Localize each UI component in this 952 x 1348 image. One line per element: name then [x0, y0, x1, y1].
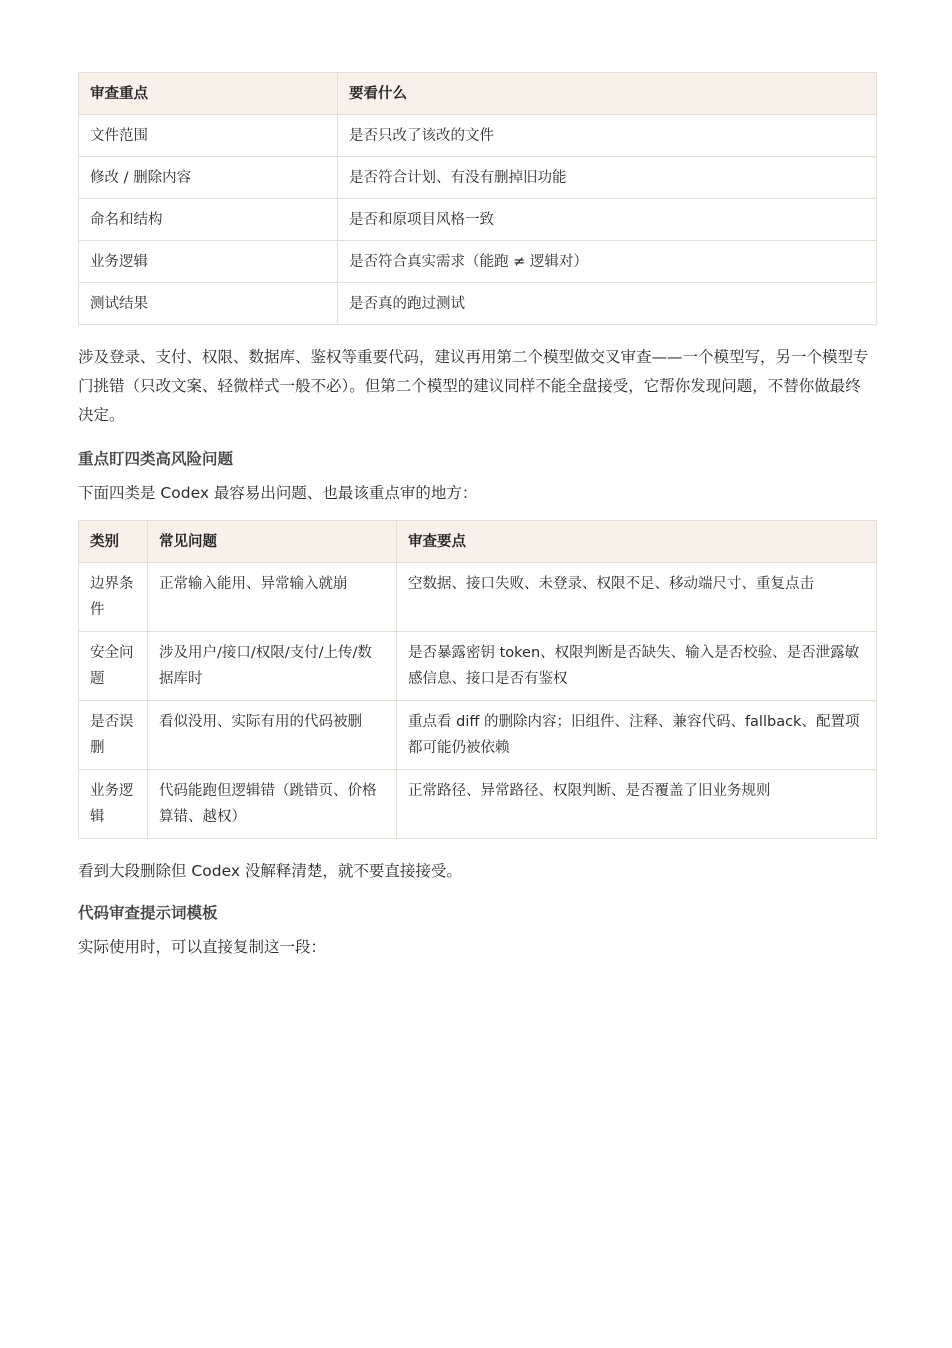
table-cell: 是否符合真实需求（能跑 ≠ 逻辑对）: [338, 241, 877, 283]
table-cell: 空数据、接口失败、未登录、权限不足、移动端尺寸、重复点击: [397, 563, 877, 632]
section-heading: 重点盯四类高风险问题: [78, 450, 234, 468]
table-cell: 业务逻辑: [79, 241, 338, 283]
table-cell: 看似没用、实际有用的代码被删: [148, 701, 397, 770]
section-heading: 代码审查提示词模板: [78, 904, 218, 922]
table-cell: 修改 / 删除内容: [79, 157, 338, 199]
table-header-cell: 审查要点: [397, 521, 877, 563]
table-header-cell: 类别: [79, 521, 148, 563]
risk-categories-table: [78, 520, 877, 839]
table-cell: 代码能跑但逻辑错（跳错页、价格算错、越权）: [148, 770, 397, 839]
intro-paragraph: 下面四类是 Codex 最容易出问题、也最该重点审的地方：: [78, 484, 478, 502]
table-cell: 涉及用户/接口/权限/支付/上传/数据库时: [148, 632, 397, 701]
review-focus-table: [78, 72, 877, 325]
table-row: [79, 199, 877, 241]
table-row: [79, 241, 877, 283]
table-cell: 命名和结构: [79, 199, 338, 241]
table-header-cell: 要看什么: [338, 73, 877, 115]
table-header-cell: 审查重点: [79, 73, 338, 115]
cross-review-paragraph: 涉及登录、支付、权限、数据库、鉴权等重要代码，建议再用第二个模型做交叉审查——一个模型写，另一个模型专门挑错（只改文案、轻微样式一般不必）。但第二个模型的建议同样不能全盘接受，它帮你发现问题，不替你做最终决定。: [78, 348, 869, 424]
table-cell: 是否符合计划、有没有删掉旧功能: [338, 157, 877, 199]
table-header-row: [79, 73, 877, 115]
table-header-row: [79, 521, 877, 563]
table-cell: 边界条件: [79, 563, 148, 632]
template-intro-paragraph: 实际使用时，可以直接复制这一段：: [78, 938, 327, 956]
table-row: [79, 283, 877, 325]
table-cell: 是否只改了该改的文件: [338, 115, 877, 157]
table-cell: 业务逻辑: [79, 770, 148, 839]
table-row: [79, 632, 877, 701]
table-cell: 是否真的跑过测试: [338, 283, 877, 325]
table-cell: 正常输入能用、异常输入就崩: [148, 563, 397, 632]
table-header-cell: 常见问题: [148, 521, 397, 563]
table-cell: 正常路径、异常路径、权限判断、是否覆盖了旧业务规则: [397, 770, 877, 839]
table-row: [79, 701, 877, 770]
table-cell: 重点看 diff 的删除内容；旧组件、注释、兼容代码、fallback、配置项都可能仍被依赖: [397, 701, 877, 770]
table-cell: 安全问题: [79, 632, 148, 701]
table-cell: 测试结果: [79, 283, 338, 325]
table-row: [79, 563, 877, 632]
table-cell: 是否暴露密钥 token、权限判断是否缺失、输入是否校验、是否泄露敏感信息、接口是否有鉴权: [397, 632, 877, 701]
document-page: [78, 72, 876, 962]
table-cell: 是否和原项目风格一致: [338, 199, 877, 241]
table-cell: 文件范围: [79, 115, 338, 157]
table-row: [79, 115, 877, 157]
deletion-warning-paragraph: 看到大段删除但 Codex 没解释清楚，就不要直接接受。: [78, 862, 462, 880]
table-cell: 是否误删: [79, 701, 148, 770]
table-row: [79, 157, 877, 199]
table-row: [79, 770, 877, 839]
